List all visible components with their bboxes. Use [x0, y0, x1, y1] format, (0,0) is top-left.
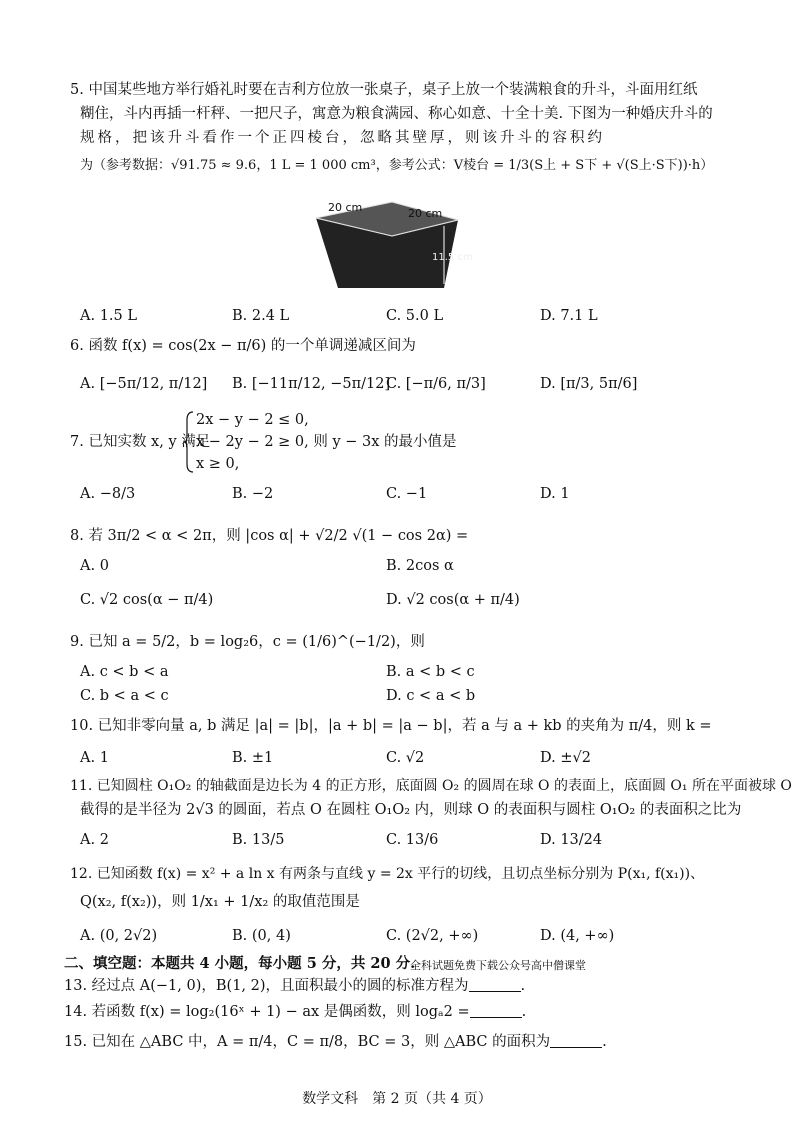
q14-answer-blank[interactable]: [470, 1003, 522, 1018]
q5-option-a: A. 1.5 L: [80, 308, 137, 324]
fig-label-top-left: 20 cm: [328, 201, 363, 214]
q13-answer-blank[interactable]: [469, 977, 521, 992]
q7-option-a: A. −8/3: [80, 486, 136, 502]
q12-line-2: Q(x₂, f(x₂))，则 1/x₁ + 1/x₂ 的取值范围是: [80, 894, 360, 910]
q5-line-2: 糊住，斗内再插一杆秤、一把尺子，寓意为粮食满园、称心如意、十全十美. 下图为一种婚庆升斗的: [80, 106, 713, 122]
q5-option-b: B. 2.4 L: [232, 308, 290, 324]
q14-stem: [64, 1002, 526, 1022]
q10-option-d: D. ±√2: [540, 750, 591, 766]
q12-option-a: A. (0, 2√2): [80, 928, 158, 944]
q11-line-1: 11. 已知圆柱 O₁O₂ 的轴截面是边长为 4 的正方形，底面圆 O₂ 的圆周在球 O 的表面上，底面圆 O₁ 所在平面被球 O: [70, 778, 792, 794]
q5-line-4: 为（参考数据：√91.75 ≈ 9.6，1 L = 1 000 cm³，参考公式：V棱台 = 1/3(S上 + S下 + √(S上·S下))·h）: [80, 158, 714, 173]
q13-text: 13. 经过点 A(−1, 0)，B(1, 2)，且面积最小的圆的标准方程为: [64, 978, 469, 994]
q6-option-c: C. [−π/6, π/3]: [386, 376, 486, 392]
q5-line-1: 5. 中国某些地方举行婚礼时要在吉利方位放一张桌子，桌子上放一个装满粮食的升斗，斗面用红纸: [70, 82, 698, 98]
q8-option-a: A. 0: [80, 558, 109, 574]
q12-option-d: D. (4, +∞): [540, 928, 615, 944]
q13-tail: .: [520, 978, 526, 994]
q8-option-b: B. 2cos α: [386, 558, 454, 574]
q11-option-c: C. 13/6: [386, 832, 439, 848]
q9-stem: 9. 已知 a = 5/2，b = log₂6，c = (1/6)^(−1/2)，则: [70, 634, 425, 650]
fig-label-top-right: 20 cm: [408, 207, 443, 220]
q10-option-b: B. ±1: [232, 750, 274, 766]
fig-label-height: 11.5 cm: [432, 252, 473, 263]
q5-option-d: D. 7.1 L: [540, 308, 598, 324]
q12-option-c: C. (2√2, +∞): [386, 928, 479, 944]
q7-option-d: D. 1: [540, 486, 570, 502]
section-2-note: 全科试题免费下载公众号高中僧课堂: [410, 959, 586, 972]
q9-option-b: B. a < b < c: [386, 664, 475, 680]
q6-option-d: D. [π/3, 5π/6]: [540, 376, 638, 392]
q8-option-c: C. √2 cos(α − π/4): [80, 592, 214, 608]
q10-stem: 10. 已知非零向量 a, b 满足 |a| = |b|，|a + b| = |a − b|，若 a 与 a + kb 的夹角为 π/4，则 k =: [70, 718, 712, 734]
q15-stem: [64, 1032, 607, 1052]
q7-constraint-2: x − 2y − 2 ≥ 0, 则 y − 3x 的最小值是: [196, 434, 457, 450]
q9-option-c: C. b < a < c: [80, 688, 169, 704]
q5-line-3: 规格，把该升斗看作一个正四棱台，忽略其壁厚，则该升斗的容积约: [80, 130, 605, 146]
q15-text: 15. 已知在 △ABC 中，A = π/4，C = π/8，BC = 3，则 △ABC 的面积为: [64, 1034, 551, 1050]
section-2-title: 二、填空题：本题共 4 小题，每小题 5 分，共 20 分.: [64, 955, 416, 972]
q8-option-d: D. √2 cos(α + π/4): [386, 592, 520, 608]
q13-stem: [64, 976, 525, 996]
q5-option-c: C. 5.0 L: [386, 308, 444, 324]
q9-option-a: A. c < b < a: [80, 664, 169, 680]
q6-option-a: A. [−5π/12, π/12]: [80, 376, 208, 392]
q12-option-b: B. (0, 4): [232, 928, 291, 944]
q6-option-b: B. [−11π/12, −5π/12]: [232, 376, 391, 392]
page-footer: 数学文科 第 2 页（共 4 页）: [302, 1091, 492, 1107]
q15-tail: .: [602, 1034, 607, 1050]
q9-option-d: D. c < a < b: [386, 688, 476, 704]
q10-option-a: A. 1: [80, 750, 109, 766]
q11-line-2: 截得的是半径为 2√3 的圆面，若点 O 在圆柱 O₁O₂ 内，则球 O 的表面积与圆柱 O₁O₂ 的表面积之比为: [80, 802, 742, 818]
q7-stem: 7. 已知实数 x, y 满足: [70, 434, 211, 450]
q11-option-b: B. 13/5: [232, 832, 285, 848]
q14-text: 14. 若函数 f(x) = log₂(16ˣ + 1) − ax 是偶函数，则 logₐ2 =: [64, 1004, 470, 1020]
q11-option-d: D. 13/24: [540, 832, 603, 848]
q6-stem: 6. 函数 f(x) = cos(2x − π/6) 的一个单调递减区间为: [70, 338, 416, 354]
q15-answer-blank[interactable]: [550, 1033, 602, 1048]
q12-line-1: 12. 已知函数 f(x) = x² + a ln x 有两条与直线 y = 2x 平行的切线，且切点坐标分别为 P(x₁, f(x₁))、: [70, 866, 705, 882]
grain-measure-photo: [312, 196, 473, 300]
q7-constraint-3: x ≥ 0,: [196, 456, 240, 472]
q7-option-b: B. −2: [232, 486, 274, 502]
q7-option-c: C. −1: [386, 486, 428, 502]
q7-brace: [184, 410, 194, 474]
q8-stem: 8. 若 3π/2 < α < 2π，则 |cos α| + √2/2 √(1 − cos 2α) =: [70, 528, 469, 544]
q7-constraint-1: 2x − y − 2 ≤ 0,: [196, 412, 309, 428]
q10-option-c: C. √2: [386, 750, 425, 766]
q11-option-a: A. 2: [80, 832, 109, 848]
q14-tail: .: [521, 1004, 527, 1020]
